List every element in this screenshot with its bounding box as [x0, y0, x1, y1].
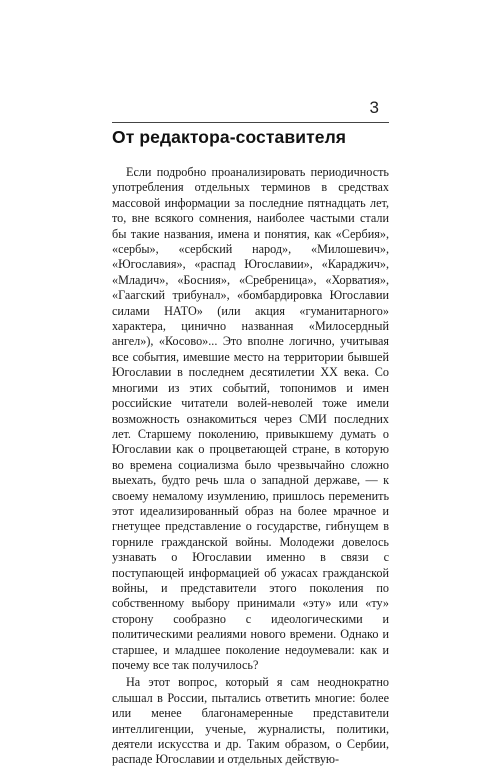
chapter-title: От редактора-составителя	[112, 127, 347, 147]
paragraph-1: Если подробно проанализировать периодичность употребления отдельных терминов в средствах массовой информации за последние пятнадцать лет, то, вне всякого сомнения, наиболее частыми стали бы такие названия, имена и понятия, как «Сербия», «сербы», «сербский народ», «Милошевич», «Югославия», «распад Югославии», «Караджич», «Младич», «Босния», «Сребреница», «Хорватия», «Гаагский трибунал», «бомбардировка Югославии силами НАТО» (или акция «гуманитарного» характера, цинично названная «Милосердный ангел»), «Косово»... Это вполне логично, учитывая все события, имевшие место на территории бывшей Югославии в последнем десятилетии XX века. Со многими из этих событий, топонимов и имен российские читатели волей-неволей тоже имели возможность ознакомиться через СМИ последних лет. Старшему поколению, привыкшему думать о Югославии как о процветающей стране, в которую во времена социализма было чрезвычайно сложно выехать, будто речь шла о западной державе, — к своему немалому изумлению, пришлось переменить этот идеализированный образ на более мрачное и гнетущее представление о государстве, гибнущем в горниле гражданской войны. Молодежи довелось узнавать о Югославии именно в связи с поступающей информацией об ужасах гражданской войны, и представители этого поколения по собственному выбору принимали «эту» или «ту» сторону сообразно с идеологическими и политическими реалиями нового времени. Однако и старшее, и младшее поколение недоумевали: как и почему все так получилось?	[112, 165, 389, 672]
page-number: 3	[369, 98, 379, 117]
header-rule	[112, 122, 389, 123]
paragraph-2: На этот вопрос, который я сам неоднократно слышал в России, пытались ответить многие: более или менее благонамеренные представители интеллигенции, ученые, журналисты, политики, деятели искусства и др. Таким образом, о Сербии, распаде Югославии и отдельных действую-	[112, 675, 389, 767]
body-text	[112, 165, 389, 768]
